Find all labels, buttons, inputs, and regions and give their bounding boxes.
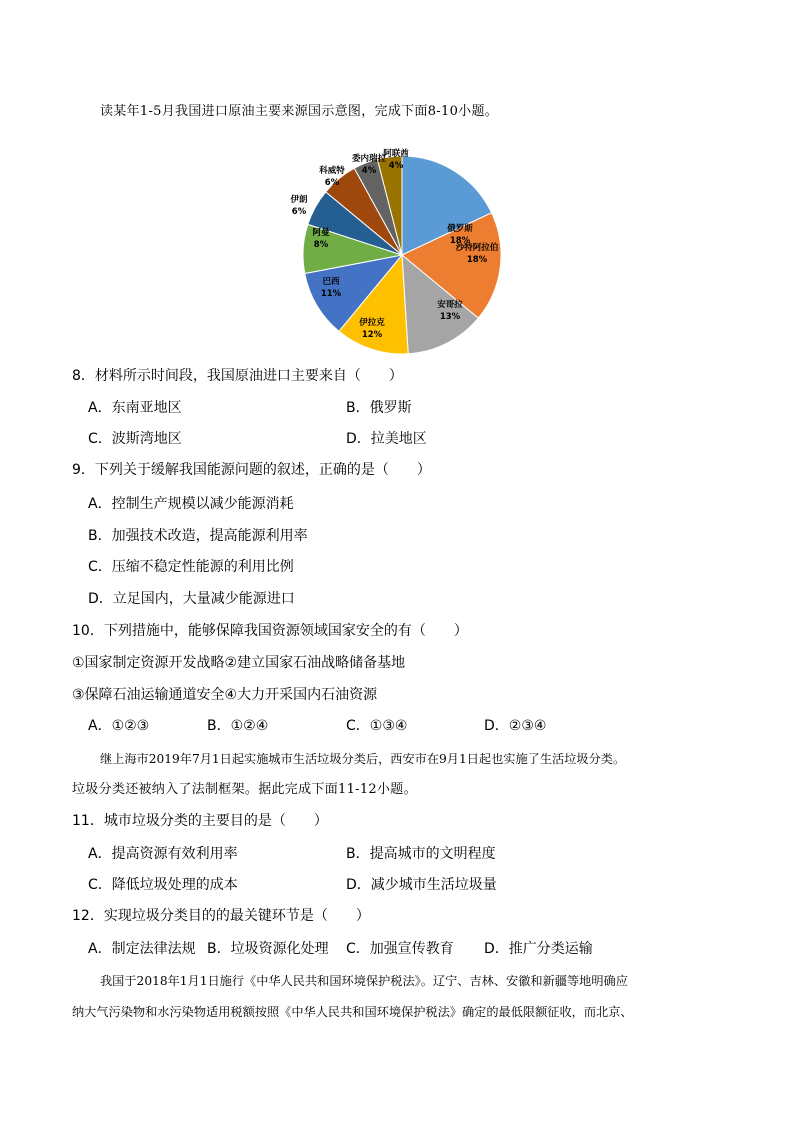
- slice-percent-label: 6%: [324, 178, 340, 188]
- question-10-statement-line-1: ①国家制定资源开发战略②建立国家石油战略储备基地: [72, 655, 406, 671]
- intro-text-2-line-1: 继上海市2019年7月1日起实施城市生活垃圾分类后，西安市在9月1日起也实施了生活垃圾分类。: [100, 752, 626, 766]
- question-9-option-c[interactable]: C．压缩不稳定性能源的利用比例: [88, 559, 294, 575]
- slice-label: 巴西: [322, 277, 340, 287]
- slice-percent-label: 12%: [361, 330, 383, 340]
- question-9-option-d[interactable]: D．立足国内，大量减少能源进口: [88, 591, 295, 607]
- question-11-option-d[interactable]: D．减少城市生活垃圾量: [346, 877, 497, 893]
- slice-percent-label: 4%: [361, 166, 377, 176]
- question-8-option-d[interactable]: D．拉美地区: [346, 431, 427, 447]
- question-12-option-a[interactable]: A．制定法律法规: [88, 941, 196, 957]
- question-8-stem: 8．材料所示时间段，我国原油进口主要来自（ ）: [72, 368, 403, 384]
- slice-percent-label: 6%: [291, 207, 307, 217]
- slice-label: 伊朗: [290, 195, 308, 205]
- question-9-stem: 9．下列关于缓解我国能源问题的叙述，正确的是（ ）: [72, 462, 431, 478]
- slice-percent-label: 18%: [449, 236, 471, 246]
- question-9-option-b[interactable]: B．加强技术改造，提高能源利用率: [88, 528, 308, 544]
- question-10-stem: 10．下列措施中，能够保障我国资源领域国家安全的有（ ）: [72, 623, 468, 639]
- slice-percent-label: 13%: [439, 312, 461, 322]
- slice-label: 沙特阿拉伯: [455, 243, 499, 253]
- intro-text-2-line-2: 垃圾分类还被纳入了法制框架。据此完成下面11-12小题。: [72, 782, 417, 797]
- slice-label: 阿联酋: [383, 149, 409, 159]
- question-10-option-b[interactable]: B．①②④: [207, 718, 269, 734]
- question-12-option-b[interactable]: B．垃圾资源化处理: [207, 941, 329, 957]
- question-11-stem: 11．城市垃圾分类的主要目的是（ ）: [72, 813, 328, 829]
- slice-percent-label: 4%: [388, 161, 404, 171]
- question-8-option-b[interactable]: B．俄罗斯: [346, 400, 412, 416]
- intro-text-3-line-2: 纳大气污染物和水污染物适用税额按照《中华人民共和国环境保护税法》确定的最低限额征收，而北京、: [72, 1005, 633, 1019]
- slice-percent-label: 8%: [313, 240, 329, 250]
- slice-label: 委内瑞拉: [351, 154, 387, 164]
- question-11-option-a[interactable]: A．提高资源有效利用率: [88, 846, 238, 862]
- slice-percent-label: 11%: [320, 289, 342, 299]
- question-12-option-d[interactable]: D．推广分类运输: [484, 941, 593, 957]
- question-8-option-a[interactable]: A．东南亚地区: [88, 400, 182, 416]
- slice-label: 伊拉克: [359, 318, 385, 328]
- question-12-stem: 12．实现垃圾分类目的的最关键环节是（ ）: [72, 908, 370, 924]
- slice-label: 俄罗斯: [447, 224, 473, 234]
- slice-label: 科威特: [319, 166, 345, 176]
- question-12-option-c[interactable]: C．加强宣传教育: [346, 941, 454, 957]
- intro-text-1: 读某年1-5月我国进口原油主要来源国示意图，完成下面8-10小题。: [100, 104, 499, 119]
- question-11-option-b[interactable]: B．提高城市的文明程度: [346, 846, 496, 862]
- question-10-option-d[interactable]: D．②③④: [484, 718, 547, 734]
- question-11-option-c[interactable]: C．降低垃圾处理的成本: [88, 877, 238, 893]
- slice-label: 阿曼: [312, 228, 330, 238]
- pie-chart: [280, 122, 520, 362]
- slice-percent-label: 18%: [466, 255, 488, 265]
- question-10-option-c[interactable]: C．①③④: [346, 718, 408, 734]
- question-10-statement-line-2: ③保障石油运输通道安全④大力开采国内石油资源: [72, 687, 378, 703]
- question-8-option-c[interactable]: C．波斯湾地区: [88, 431, 182, 447]
- question-10-option-a[interactable]: A．①②③: [88, 718, 150, 734]
- intro-text-3-line-1: 我国于2018年1月1日施行《中华人民共和国环境保护税法》。辽宁、吉林、安徽和新疆等地明确应: [100, 974, 628, 988]
- question-9-option-a[interactable]: A．控制生产规模以减少能源消耗: [88, 496, 294, 512]
- slice-label: 安哥拉: [437, 300, 463, 310]
